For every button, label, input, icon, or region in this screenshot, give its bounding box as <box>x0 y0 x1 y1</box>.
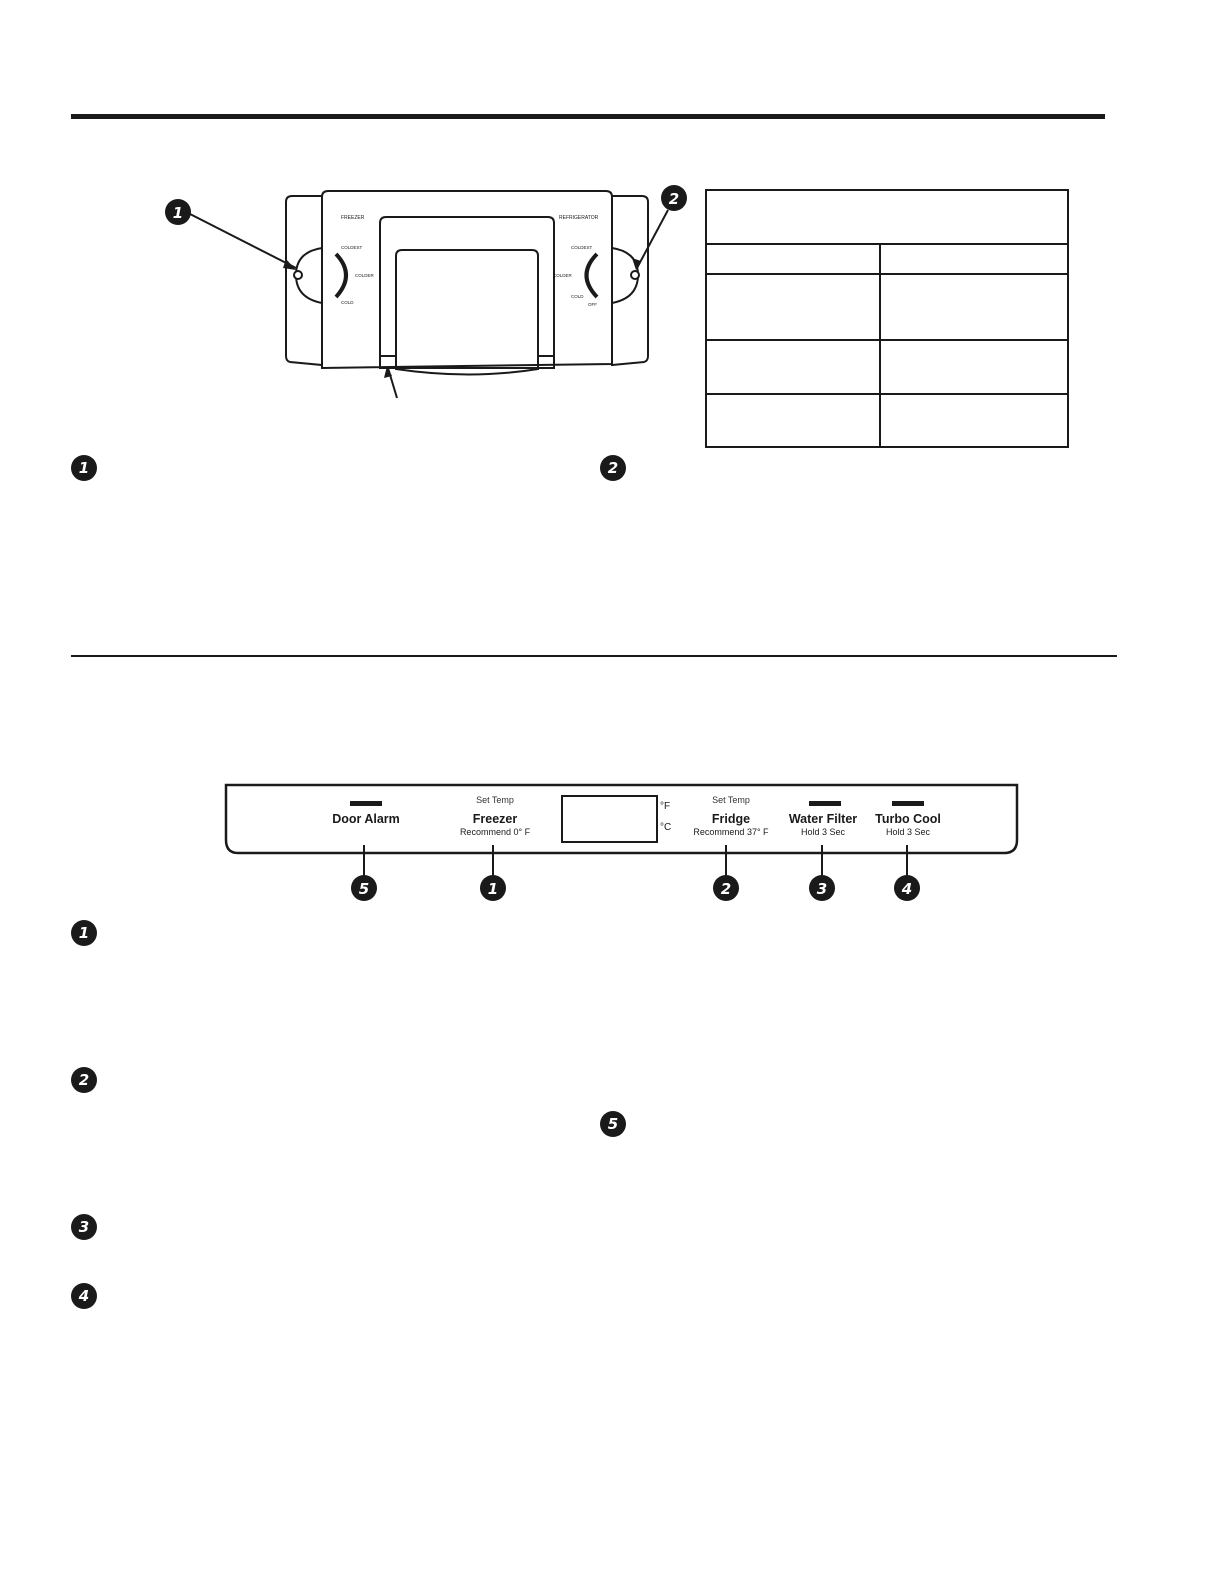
svg-text:5: 5 <box>358 880 370 898</box>
fridge-coldest-label: COLDEST <box>571 245 593 250</box>
panel-callout-2 <box>713 875 739 901</box>
svg-text:1: 1 <box>172 204 184 222</box>
freezer-set-temp-caption: Set Temp <box>476 795 514 805</box>
panel-callout-1 <box>480 875 506 901</box>
section1-marker-2: 2 <box>600 455 626 481</box>
door-alarm-indicator <box>350 801 382 806</box>
water-filter-label: Water Filter <box>788 812 858 826</box>
svg-text:3: 3 <box>816 880 828 898</box>
section2-marker-3: 3 <box>71 1214 97 1240</box>
section2-marker-5: 5 <box>600 1111 626 1137</box>
refrigerator-label: REFRIGERATOR <box>559 215 599 221</box>
turbo-cool-hold-text: Hold 3 Sec <box>885 827 931 837</box>
panel-callout-3 <box>809 875 835 901</box>
section2-marker-2: 2 <box>71 1067 97 1093</box>
freezer-coldest-label: COLDEST <box>341 245 363 250</box>
water-filter-hold-text: Hold 3 Sec <box>800 827 846 837</box>
svg-text:2: 2 <box>720 880 732 898</box>
freezer-recommend-text: Recommend 0° F <box>459 827 531 837</box>
fahrenheit-unit: °F <box>660 801 671 812</box>
fridge-colder-label: COLDER <box>553 273 572 278</box>
svg-text:1: 1 <box>487 880 499 898</box>
freezer-cold-label: COLD <box>341 300 354 305</box>
freezer-colder-label: COLDER <box>355 273 374 278</box>
section2-marker-1: 1 <box>71 920 97 946</box>
fridge-cold-label: COLD <box>571 294 584 299</box>
svg-text:2: 2 <box>668 190 680 208</box>
celsius-unit: °C <box>660 822 672 833</box>
freezer-button-label: Freezer <box>472 812 518 826</box>
fridge-set-temp-caption: Set Temp <box>712 795 750 805</box>
water-filter-indicator <box>809 801 841 806</box>
fridge-button-label: Fridge <box>711 812 751 826</box>
svg-text:4: 4 <box>901 880 913 898</box>
section2-marker-4: 4 <box>71 1283 97 1309</box>
fridge-off-label: OFF <box>588 302 597 307</box>
section1-marker-1: 1 <box>71 455 97 481</box>
panel-callout-5 <box>351 875 377 901</box>
panel-callout-4 <box>894 875 920 901</box>
turbo-cool-indicator <box>892 801 924 806</box>
door-alarm-label: Door Alarm <box>332 812 400 826</box>
temperature-display <box>562 796 657 842</box>
turbo-cool-label: Turbo Cool <box>875 812 941 826</box>
freezer-label: FREEZER <box>341 215 365 221</box>
fridge-recommend-text: Recommend 37° F <box>693 827 769 837</box>
